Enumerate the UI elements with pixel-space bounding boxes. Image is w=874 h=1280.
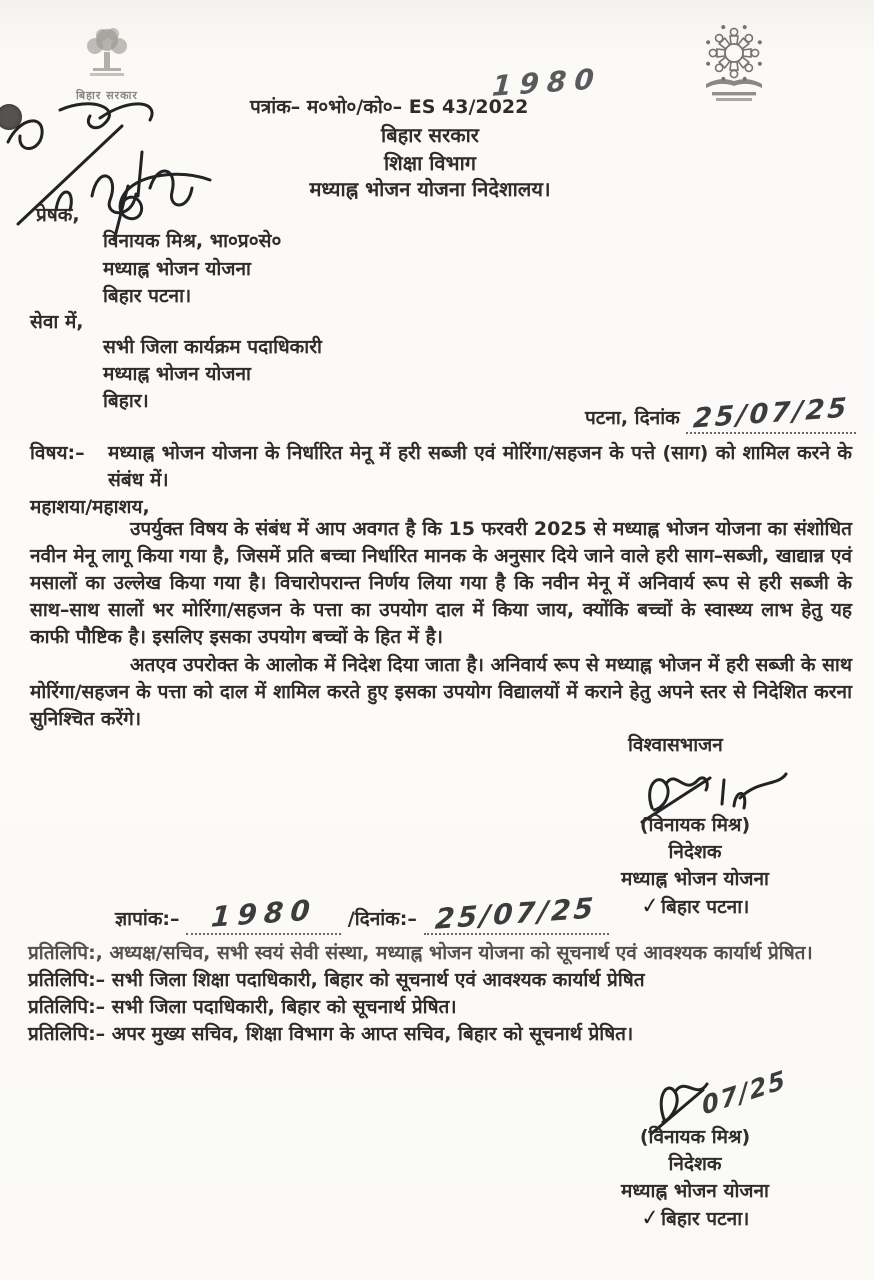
department-name: शिक्षा विभाग [383,151,477,175]
closing-place: बिहार पटना। [661,896,750,918]
check-mark-icon: ✓ [639,893,661,920]
footer-place-line [565,1205,825,1233]
place-date-line [585,392,856,435]
subject-text: मध्याह्न भोजन योजना के निर्धारित मेनू में हरी सब्जी एवं मोरिंगा/सहजन के पत्ते (साग) को शामिल करने के संबंध में। [108,442,852,491]
copy-line: प्रतिलिपि:– सभी जिला शिक्षा पदाधिकारी, बिहार को सूचनार्थ एवं आवश्यक कार्यार्थ प्रेषित [28,969,645,991]
memo-date-value: 25/07/25 [434,891,598,936]
copy-line: प्रतिलिपि:– सभी जिला पदाधिकारी, बिहार को सूचनार्थ प्रेषित। [28,996,457,1018]
footer-name: (विनायक मिश्र) [639,1126,751,1148]
sender-label: प्रेषक, [36,204,80,226]
bihar-govt-stamp-label: बिहार सरकार [76,89,138,102]
memo-number-dotted-line [186,893,341,935]
body-paragraph-2: अतएव उपरोक्त के आलोक में निदेश दिया जाता है। अनिवार्य रूप से मध्याह्न भोजन में हरी सब्जी के साथ मोरिंगा/सहजन के पत्ता को दाल में शामिल करते हुए इसका उपयोग विद्यालयों में कराने हेतु अपने स्तर से निदेशित करना सुनिश्चित करेंगे। [30,654,852,730]
sender-org: मध्याह्न भोजन योजना [103,258,251,280]
subject-label: विषय:– [30,442,85,464]
copies-block [28,940,852,1048]
valediction: विश्वासभाजन [628,734,723,756]
body-paragraph-1: उपर्युक्त विषय के संबंध में आप अवगत है कि 15 फरवरी 2025 से मध्याह्न भोजन योजना का संशोधित नवीन मेनू लागू किया गया है, जिसमें प्रति बच्चा निर्धारित मानक के अनुसार दिये जाने वाले हरी साग–सब्जी, खाद्यान्न एवं मसालों का उल्लेख किया गया है। विचारोपरान्त निर्णय लिया गया है कि नवीन मेनू में अनिवार्य रूप से हरी सब्जी के साथ–साथ सालों भर मोरिंगा/सहजन के पत्ता का उपयोग दाल में किया जाय, क्योंकि बच्चों के स्वास्थ्य लाभ हेतु यह काफी पौष्टिक है। इसलिए इसका उपयोग बच्चों के हित में है। [30,518,852,648]
memo-number-label: ज्ञापांक:– [115,908,180,930]
recipient-line: मध्याह्न भोजन योजना [103,363,251,385]
memo-line [115,891,609,936]
sender-place: बिहार पटना। [103,285,192,307]
tree-emblem-icon [75,26,139,84]
copy-line: प्रतिलिपि:– अपर मुख्य सचिव, शिक्षा विभाग के आप्त सचिव, बिहार को सूचनार्थ प्रेषित। [28,1023,634,1045]
subject-row [30,440,852,494]
footer-designation: निदेशक [668,1153,722,1175]
footer-signature-block [565,1124,825,1233]
closing-designation: निदेशक [668,841,722,863]
recipient-line: सभी जिला कार्यक्रम पदाधिकारी [103,336,322,358]
recipient-label: सेवा में, [30,311,84,333]
letter-number-handwritten: 1980 [490,62,603,103]
memo-date-dotted-line [424,891,609,936]
directorate-name: मध्याह्न भोजन योजना निदेशालय। [309,177,551,201]
place-date-value: 25/07/25 [692,392,851,435]
footer-org: मध्याह्न भोजन योजना [621,1180,769,1202]
memo-date-label: /दिनांक:– [347,908,417,930]
place-date-dotted-line [686,392,856,435]
place-date-label: पटना, दिनांक [585,407,680,429]
footer-place: बिहार पटना। [661,1208,750,1230]
copy-line: प्रतिलिपि:, अध्यक्ष/सचिव, सभी स्वयं सेवी संस्था, मध्याह्न भोजन योजना को सूचनार्थ एवं आवश्यक कार्यार्थ प्रेषित। [28,942,813,964]
sender-name: विनायक मिश्र, भा०प्र०से० [103,230,282,252]
memo-number-value: 1980 [209,893,318,934]
letter-number: पत्रांक– म०भो०/को०– ES 43/2022 [250,96,529,118]
footer-signature-date: 07/25 [700,1064,789,1121]
salutation: महाशया/महाशय, [30,496,150,518]
closing-org: मध्याह्न भोजन योजना [621,868,769,890]
govt-name: बिहार सरकार [381,123,479,147]
check-mark-icon: ✓ [639,1205,661,1232]
mdm-scheme-logo-icon [698,20,770,108]
recipient-line: बिहार। [103,390,149,412]
closing-name: (विनायक मिश्र) [639,814,751,836]
